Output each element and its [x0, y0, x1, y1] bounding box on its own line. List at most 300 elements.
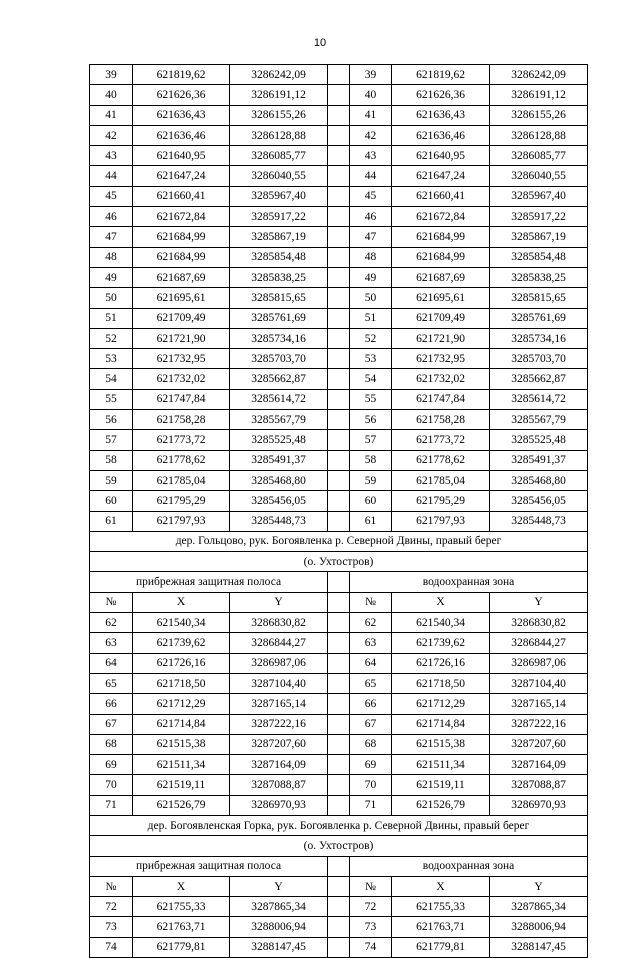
point-number: 68 — [350, 734, 392, 754]
section-title-row — [90, 531, 588, 551]
section-subtitle-row — [90, 552, 588, 572]
coord-x: 621779,81 — [133, 937, 230, 957]
coord-y: 3285734,16 — [490, 328, 588, 348]
coord-y: 3285867,19 — [490, 227, 588, 247]
point-number: 53 — [90, 349, 133, 369]
point-number: 62 — [90, 613, 133, 633]
coord-y: 3285854,48 — [490, 247, 588, 267]
coord-x: 621684,99 — [392, 247, 490, 267]
coord-y: 3285448,73 — [230, 511, 328, 531]
coord-y: 3285468,80 — [490, 470, 588, 490]
table-row — [90, 247, 588, 267]
coord-y: 3287164,09 — [490, 755, 588, 775]
table-row — [90, 511, 588, 531]
coord-y: 3287207,60 — [230, 734, 328, 754]
coord-x: 621519,11 — [392, 775, 490, 795]
coord-y: 3285525,48 — [230, 430, 328, 450]
table-row — [90, 450, 588, 470]
coord-y: 3287222,16 — [490, 714, 588, 734]
coord-x: 621519,11 — [133, 775, 230, 795]
coord-x: 621785,04 — [133, 470, 230, 490]
coord-y: 3285917,22 — [490, 207, 588, 227]
coord-x: 621758,28 — [133, 410, 230, 430]
coord-y: 3285815,65 — [490, 288, 588, 308]
coord-x: 621819,62 — [133, 65, 230, 85]
coord-x: 621709,49 — [392, 308, 490, 328]
table-row — [90, 349, 588, 369]
coord-x: 621732,95 — [133, 349, 230, 369]
point-number: 52 — [350, 328, 392, 348]
coord-x: 621747,84 — [392, 389, 490, 409]
point-number: 45 — [90, 186, 133, 206]
coord-x: 621684,99 — [133, 247, 230, 267]
column-gap — [328, 592, 350, 612]
point-number: 51 — [350, 308, 392, 328]
point-number: 43 — [90, 146, 133, 166]
coord-x: 621747,84 — [133, 389, 230, 409]
table-row — [90, 734, 588, 754]
table-row — [90, 410, 588, 430]
point-number: 73 — [350, 917, 392, 937]
column-gap — [328, 775, 350, 795]
coord-y: 3287207,60 — [490, 734, 588, 754]
coord-x: 621672,84 — [392, 207, 490, 227]
column-header-number: № — [350, 592, 392, 612]
point-number: 55 — [350, 389, 392, 409]
table-row — [90, 186, 588, 206]
coord-y: 3286128,88 — [490, 125, 588, 145]
coord-y: 3285491,37 — [490, 450, 588, 470]
table-row — [90, 633, 588, 653]
column-header-number: № — [90, 592, 133, 612]
table-row — [90, 227, 588, 247]
column-gap — [328, 755, 350, 775]
table-row — [90, 673, 588, 693]
table-row — [90, 937, 588, 957]
column-gap — [328, 85, 350, 105]
coord-y: 3286830,82 — [490, 613, 588, 633]
point-number: 51 — [90, 308, 133, 328]
point-number: 68 — [90, 734, 133, 754]
coord-y: 3286830,82 — [230, 613, 328, 633]
coord-x: 621739,62 — [133, 633, 230, 653]
coord-y: 3288006,94 — [230, 917, 328, 937]
coord-x: 621755,33 — [133, 897, 230, 917]
point-number: 69 — [350, 755, 392, 775]
column-gap — [328, 288, 350, 308]
column-gap — [328, 673, 350, 693]
point-number: 61 — [90, 511, 133, 531]
table-row — [90, 430, 588, 450]
coord-x: 621712,29 — [133, 694, 230, 714]
coord-x: 621795,29 — [133, 491, 230, 511]
column-header-number: № — [90, 876, 133, 896]
zone-label-coastal: прибрежная защитная полоса — [90, 572, 328, 592]
column-header-y: Y — [230, 876, 328, 896]
section-title: дер. Богоявленская Горка, рук. Богоявленка р. Северной Двины, правый берег — [90, 815, 588, 835]
coord-y: 3286085,77 — [490, 146, 588, 166]
column-header-y: Y — [490, 876, 588, 896]
column-header-y: Y — [230, 592, 328, 612]
coord-x: 621773,72 — [392, 430, 490, 450]
column-gap — [328, 369, 350, 389]
coord-y: 3288147,45 — [230, 937, 328, 957]
table-row — [90, 613, 588, 633]
coord-x: 621797,93 — [392, 511, 490, 531]
coord-x: 621684,99 — [392, 227, 490, 247]
column-gap — [328, 917, 350, 937]
coord-x: 621714,84 — [392, 714, 490, 734]
coord-x: 621732,95 — [392, 349, 490, 369]
column-gap — [328, 125, 350, 145]
table-row — [90, 85, 588, 105]
zone-header-row — [90, 572, 588, 592]
column-gap — [328, 227, 350, 247]
coord-x: 621640,95 — [133, 146, 230, 166]
coord-x: 621758,28 — [392, 410, 490, 430]
point-number: 54 — [350, 369, 392, 389]
column-header-x: X — [392, 592, 490, 612]
coord-y: 3286040,55 — [230, 166, 328, 186]
coord-x: 621695,61 — [392, 288, 490, 308]
column-gap — [328, 207, 350, 227]
coord-y: 3285614,72 — [230, 389, 328, 409]
coord-y: 3286987,06 — [230, 653, 328, 673]
column-gap — [328, 491, 350, 511]
table-row — [90, 694, 588, 714]
coord-x: 621687,69 — [392, 267, 490, 287]
point-number: 57 — [350, 430, 392, 450]
coord-x: 621797,93 — [133, 511, 230, 531]
point-number: 43 — [350, 146, 392, 166]
point-number: 65 — [90, 673, 133, 693]
table-row — [90, 308, 588, 328]
point-number: 48 — [350, 247, 392, 267]
coord-y: 3285967,40 — [490, 186, 588, 206]
point-number: 60 — [350, 491, 392, 511]
point-number: 64 — [90, 653, 133, 673]
coord-y: 3285456,05 — [230, 491, 328, 511]
coord-y: 3287104,40 — [230, 673, 328, 693]
coord-y: 3287222,16 — [230, 714, 328, 734]
point-number: 42 — [90, 125, 133, 145]
table-row — [90, 369, 588, 389]
point-number: 44 — [90, 166, 133, 186]
coord-y: 3285614,72 — [490, 389, 588, 409]
point-number: 56 — [350, 410, 392, 430]
column-header-x: X — [133, 876, 230, 896]
column-gap — [328, 308, 350, 328]
point-number: 58 — [90, 450, 133, 470]
coord-y: 3287088,87 — [230, 775, 328, 795]
coord-x: 621636,43 — [392, 105, 490, 125]
coord-x: 621732,02 — [133, 369, 230, 389]
section-subtitle-row — [90, 836, 588, 856]
coord-y: 3286155,26 — [230, 105, 328, 125]
column-gap — [328, 572, 350, 592]
zone-label-water-protection: водоохранная зона — [350, 572, 588, 592]
table-row — [90, 288, 588, 308]
coord-x: 621515,38 — [133, 734, 230, 754]
coord-y: 3287088,87 — [490, 775, 588, 795]
coord-y: 3285567,79 — [230, 410, 328, 430]
coord-y: 3288147,45 — [490, 937, 588, 957]
coord-y: 3288006,94 — [490, 917, 588, 937]
coord-x: 621695,61 — [133, 288, 230, 308]
coord-x: 621515,38 — [392, 734, 490, 754]
coord-y: 3287865,34 — [230, 897, 328, 917]
column-gap — [328, 470, 350, 490]
point-number: 73 — [90, 917, 133, 937]
coord-y: 3286040,55 — [490, 166, 588, 186]
column-gap — [328, 410, 350, 430]
point-number: 66 — [90, 694, 133, 714]
zone-label-water-protection: водоохранная зона — [350, 856, 588, 876]
coord-x: 621626,36 — [133, 85, 230, 105]
point-number: 72 — [350, 897, 392, 917]
point-number: 49 — [350, 267, 392, 287]
point-number: 71 — [90, 795, 133, 815]
coord-x: 621778,62 — [133, 450, 230, 470]
coord-x: 621726,16 — [392, 653, 490, 673]
point-number: 56 — [90, 410, 133, 430]
point-number: 64 — [350, 653, 392, 673]
coord-x: 621540,34 — [133, 613, 230, 633]
coord-x: 621660,41 — [392, 186, 490, 206]
point-number: 53 — [350, 349, 392, 369]
coord-y: 3286970,93 — [230, 795, 328, 815]
point-number: 39 — [90, 65, 133, 85]
table-row — [90, 897, 588, 917]
table-row — [90, 795, 588, 815]
zone-header-row — [90, 856, 588, 876]
point-number: 65 — [350, 673, 392, 693]
table-row — [90, 470, 588, 490]
coord-x: 621714,84 — [133, 714, 230, 734]
coord-x: 621540,34 — [392, 613, 490, 633]
section-subtitle: (о. Ухтостров) — [90, 552, 588, 572]
coord-y: 3285662,87 — [230, 369, 328, 389]
coord-y: 3285491,37 — [230, 450, 328, 470]
zone-label-coastal: прибрежная защитная полоса — [90, 856, 328, 876]
point-number: 63 — [350, 633, 392, 653]
column-gap — [328, 511, 350, 531]
point-number: 54 — [90, 369, 133, 389]
point-number: 63 — [90, 633, 133, 653]
coord-y: 3285567,79 — [490, 410, 588, 430]
coord-x: 621647,24 — [133, 166, 230, 186]
coord-x: 621763,71 — [392, 917, 490, 937]
coord-y: 3286191,12 — [490, 85, 588, 105]
column-gap — [328, 856, 350, 876]
coord-x: 621709,49 — [133, 308, 230, 328]
table-row — [90, 125, 588, 145]
coord-x: 621636,46 — [392, 125, 490, 145]
table-row — [90, 755, 588, 775]
coord-y: 3285703,70 — [490, 349, 588, 369]
coord-x: 621718,50 — [392, 673, 490, 693]
point-number: 50 — [90, 288, 133, 308]
column-header-y: Y — [490, 592, 588, 612]
coord-y: 3285703,70 — [230, 349, 328, 369]
point-number: 47 — [90, 227, 133, 247]
table-row — [90, 491, 588, 511]
coord-x: 621672,84 — [133, 207, 230, 227]
coord-x: 621718,50 — [133, 673, 230, 693]
table-row — [90, 267, 588, 287]
column-header-row — [90, 876, 588, 896]
table-row — [90, 166, 588, 186]
column-gap — [328, 694, 350, 714]
point-number: 52 — [90, 328, 133, 348]
coord-y: 3287865,34 — [490, 897, 588, 917]
table-row — [90, 775, 588, 795]
column-gap — [328, 166, 350, 186]
point-number: 41 — [350, 105, 392, 125]
column-gap — [328, 267, 350, 287]
coord-x: 621511,34 — [133, 755, 230, 775]
coord-y: 3286987,06 — [490, 653, 588, 673]
point-number: 47 — [350, 227, 392, 247]
coord-x: 621684,99 — [133, 227, 230, 247]
table-row — [90, 917, 588, 937]
coord-x: 621687,69 — [133, 267, 230, 287]
column-gap — [328, 734, 350, 754]
coord-x: 621773,72 — [133, 430, 230, 450]
point-number: 74 — [90, 937, 133, 957]
coord-y: 3286155,26 — [490, 105, 588, 125]
point-number: 61 — [350, 511, 392, 531]
coord-y: 3287104,40 — [490, 673, 588, 693]
coord-x: 621640,95 — [392, 146, 490, 166]
coord-x: 621739,62 — [392, 633, 490, 653]
coord-y: 3285815,65 — [230, 288, 328, 308]
section-title: дер. Гольцово, рук. Богоявленка р. Северной Двины, правый берег — [90, 531, 588, 551]
point-number: 67 — [350, 714, 392, 734]
coord-x: 621712,29 — [392, 694, 490, 714]
point-number: 70 — [90, 775, 133, 795]
coord-y: 3285867,19 — [230, 227, 328, 247]
coord-y: 3286128,88 — [230, 125, 328, 145]
coord-y: 3285525,48 — [490, 430, 588, 450]
column-gap — [328, 349, 350, 369]
point-number: 49 — [90, 267, 133, 287]
section-title-row — [90, 815, 588, 835]
column-gap — [328, 633, 350, 653]
coord-y: 3285734,16 — [230, 328, 328, 348]
column-gap — [328, 795, 350, 815]
coord-x: 621819,62 — [392, 65, 490, 85]
coord-y: 3285761,69 — [490, 308, 588, 328]
point-number: 60 — [90, 491, 133, 511]
table-row — [90, 714, 588, 734]
column-gap — [328, 876, 350, 896]
point-number: 74 — [350, 937, 392, 957]
point-number: 59 — [90, 470, 133, 490]
column-gap — [328, 328, 350, 348]
column-gap — [328, 897, 350, 917]
coord-x: 621526,79 — [133, 795, 230, 815]
coord-y: 3286242,09 — [490, 65, 588, 85]
point-number: 46 — [350, 207, 392, 227]
coord-y: 3285838,25 — [230, 267, 328, 287]
coord-x: 621726,16 — [133, 653, 230, 673]
point-number: 70 — [350, 775, 392, 795]
column-gap — [328, 450, 350, 470]
coord-y: 3285468,80 — [230, 470, 328, 490]
table-row — [90, 207, 588, 227]
coord-y: 3286844,27 — [490, 633, 588, 653]
point-number: 67 — [90, 714, 133, 734]
coord-x: 621626,36 — [392, 85, 490, 105]
point-number: 46 — [90, 207, 133, 227]
coord-x: 621511,34 — [392, 755, 490, 775]
coord-y: 3285917,22 — [230, 207, 328, 227]
point-number: 57 — [90, 430, 133, 450]
point-number: 59 — [350, 470, 392, 490]
column-header-x: X — [133, 592, 230, 612]
point-number: 69 — [90, 755, 133, 775]
section-subtitle: (о. Ухтостров) — [90, 836, 588, 856]
coord-y: 3285662,87 — [490, 369, 588, 389]
column-header-number: № — [350, 876, 392, 896]
column-gap — [328, 653, 350, 673]
point-number: 48 — [90, 247, 133, 267]
column-gap — [328, 613, 350, 633]
coord-y: 3286085,77 — [230, 146, 328, 166]
column-gap — [328, 186, 350, 206]
column-gap — [328, 430, 350, 450]
point-number: 41 — [90, 105, 133, 125]
coord-y: 3285761,69 — [230, 308, 328, 328]
coord-x: 621636,43 — [133, 105, 230, 125]
coordinates-table — [89, 64, 588, 958]
coord-x: 621779,81 — [392, 937, 490, 957]
coord-y: 3286242,09 — [230, 65, 328, 85]
point-number: 66 — [350, 694, 392, 714]
table-row — [90, 328, 588, 348]
coord-y: 3286191,12 — [230, 85, 328, 105]
column-gap — [328, 146, 350, 166]
point-number: 55 — [90, 389, 133, 409]
page-number: 10 — [313, 37, 327, 49]
point-number: 71 — [350, 795, 392, 815]
point-number: 72 — [90, 897, 133, 917]
column-gap — [328, 389, 350, 409]
coord-y: 3285854,48 — [230, 247, 328, 267]
point-number: 40 — [90, 85, 133, 105]
coord-x: 621795,29 — [392, 491, 490, 511]
coord-x: 621721,90 — [392, 328, 490, 348]
coord-x: 621785,04 — [392, 470, 490, 490]
point-number: 45 — [350, 186, 392, 206]
point-number: 42 — [350, 125, 392, 145]
column-gap — [328, 714, 350, 734]
table-row — [90, 389, 588, 409]
coord-x: 621763,71 — [133, 917, 230, 937]
coord-y: 3287165,14 — [230, 694, 328, 714]
column-gap — [328, 937, 350, 957]
table-row — [90, 105, 588, 125]
coord-y: 3285838,25 — [490, 267, 588, 287]
coord-y: 3286970,93 — [490, 795, 588, 815]
point-number: 62 — [350, 613, 392, 633]
point-number: 40 — [350, 85, 392, 105]
point-number: 44 — [350, 166, 392, 186]
point-number: 39 — [350, 65, 392, 85]
coord-x: 621526,79 — [392, 795, 490, 815]
coord-x: 621660,41 — [133, 186, 230, 206]
